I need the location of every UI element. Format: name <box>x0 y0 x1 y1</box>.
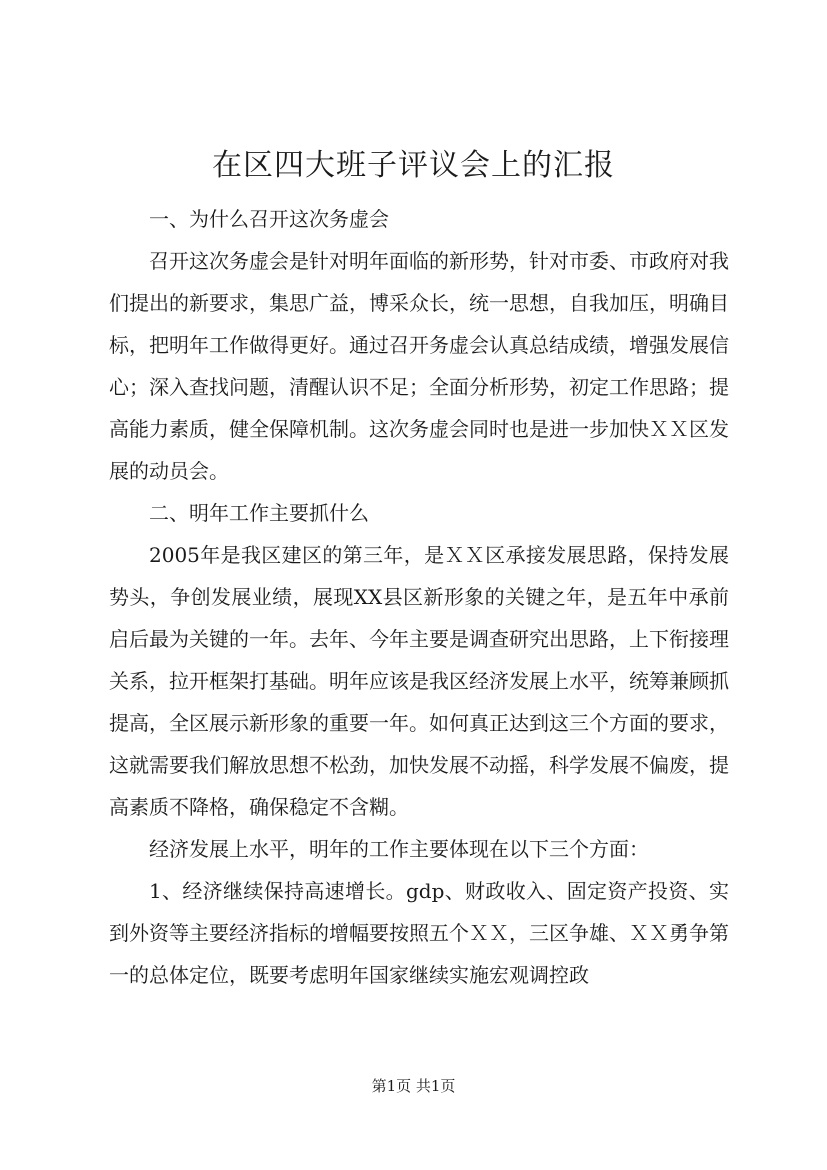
document-title: 在区四大班子评议会上的汇报 <box>212 148 615 183</box>
page-footer: 第1页 共1页 <box>371 1077 456 1095</box>
body-paragraph: 经济发展上水平，明年的工作主要体现在以下三个方面： <box>149 837 649 861</box>
section-heading-1: 一、为什么召开这次务虚会 <box>149 207 389 231</box>
body-paragraph: 2005年是我区建区的第三年，是ＸＸ区承接发展思路，保持发展势头，争创发展业绩，展现XX县区新形象的关键之年，是五年中承前启后最为关键的一年。去年、今年主要是调查研究出思路，上下衔接理关系，拉开框架打基础。明年应该是我区经济发展上水平，统筹兼顾抓提高，全区展示新形象的重要一年。如何真正达到这三个方面的要求，这就需要我们解放思想不松劲，加快发展不动摇，科学发展不偏废，提高素质不降格，确保稳定不含糊。 <box>109 543 729 819</box>
section-heading-2: 二、明年工作主要抓什么 <box>149 501 369 525</box>
document-body <box>109 198 729 996</box>
body-paragraph: 1、经济继续保持高速增长。gdp、财政收入、固定资产投资、实到外资等主要经济指标的增幅要按照五个ＸＸ，三区争雄、ＸＸ勇争第一的总体定位，既要考虑明年国家继续实施宏观调控政 <box>109 879 729 987</box>
body-paragraph: 召开这次务虚会是针对明年面临的新形势，针对市委、市政府对我们提出的新要求，集思广益，博采众长，统一思想，自我加压，明确目标，把明年工作做得更好。通过召开务虚会认真总结成绩，增强发展信心；深入查找问题，清醒认识不足；全面分析形势，初定工作思路；提高能力素质，健全保障机制。这次务虚会同时也是进一步加快ＸＸ区发展的动员会。 <box>109 249 729 483</box>
